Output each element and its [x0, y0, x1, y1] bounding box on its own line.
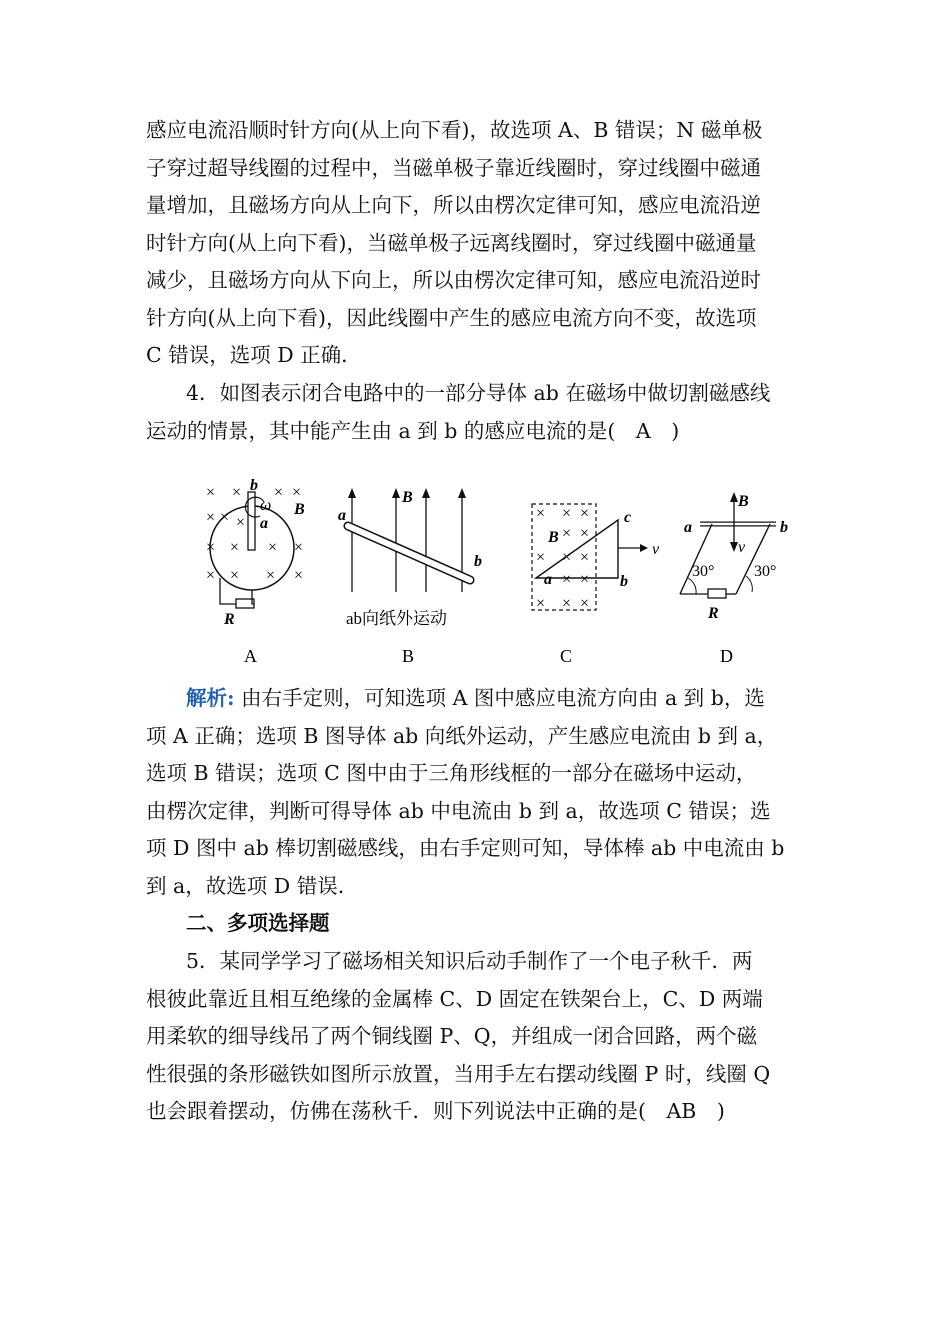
cross-mark: × — [580, 525, 590, 542]
text-line: 针方向(从上向下看)，因此线圈中产生的感应电流方向不变，故选项 — [146, 305, 757, 330]
cross-mark: × — [580, 505, 590, 522]
angle-right: 30° — [754, 563, 777, 580]
question-text-line: 也会跟着摆动，仿佛在荡秋千．则下列说法中正确的是( AB ) — [146, 1099, 725, 1123]
question-text-line: 运动的情景，其中能产生由 a 到 b 的感应电流的是( A ) — [146, 418, 680, 443]
label-field-b: B — [738, 493, 749, 510]
label-r: R — [708, 605, 719, 622]
cross-mark: × — [562, 571, 572, 588]
cross-mark: × — [562, 549, 572, 566]
previous-explanation — [146, 112, 810, 375]
label-a: a — [544, 571, 552, 588]
text-line: 减少，且磁场方向从下向上，所以由楞次定律可知，感应电流沿逆时 — [146, 268, 761, 292]
section-title: 二、多项选择题 — [186, 911, 330, 935]
cross-mark: × — [266, 567, 276, 584]
cross-mark: × — [232, 484, 242, 501]
explanation-line: 到 a，故选项 D 错误． — [146, 873, 359, 898]
explanation-line: 选项 B 错误；选项 C 图中由于三角形线框的一部分在磁场中运动， — [146, 761, 757, 785]
cross-mark: × — [580, 549, 590, 566]
cross-mark: × — [206, 539, 216, 556]
explanation-label: 解析: — [186, 686, 235, 710]
figure-label: B — [402, 646, 415, 666]
explanation-line: 由楞次定律，判断可得导体 ab 中电流由 b 到 a，故选项 C 错误；选 — [146, 798, 771, 823]
label-r: R — [224, 611, 235, 628]
label-b: b — [780, 519, 788, 536]
cross-mark: × — [220, 509, 230, 526]
label-v: v — [738, 539, 746, 556]
question-5 — [146, 943, 810, 1131]
explanation-line: 项 A 正确；选项 B 图导体 ab 向纸外运动，产生感应电流由 b 到 a， — [146, 723, 778, 748]
section-heading — [146, 905, 810, 943]
cross-mark: × — [268, 539, 278, 556]
cross-mark: × — [294, 539, 304, 556]
figure-a — [206, 477, 305, 666]
text-line: C 错误，选项 D 正确． — [146, 343, 362, 367]
cross-mark: × — [562, 595, 572, 612]
label-b: b — [620, 573, 628, 590]
text-line: 量增加，且磁场方向从上向下，所以由楞次定律可知，感应电流沿逆 — [146, 193, 761, 217]
angle-left: 30° — [692, 563, 715, 580]
cross-mark: × — [562, 505, 572, 522]
label-a: a — [338, 507, 346, 524]
label-a: a — [260, 515, 268, 532]
explanation-first-line: 解析: 由右手定则，可知选项 A 图中感应电流方向由 a 到 b，选 — [186, 686, 765, 710]
cross-mark: × — [206, 567, 216, 584]
explanation — [146, 680, 810, 905]
label-field-b: B — [294, 501, 305, 518]
label-b: b — [250, 477, 258, 494]
label-omega: ω — [260, 497, 272, 514]
cross-mark: × — [536, 595, 546, 612]
text-line: 子穿过超导线圈的过程中，当磁单极子靠近线圈时，穿过线圈中磁通 — [146, 155, 761, 180]
cross-mark: × — [562, 525, 572, 542]
rotating-rod — [248, 492, 255, 550]
figure-label: D — [720, 646, 733, 666]
cross-mark: × — [274, 484, 284, 501]
question-text-line: 性很强的条形磁铁如图所示放置，当用手左右摆动线圈 P 时，线圈 Q — [146, 1061, 771, 1086]
label-b: b — [474, 553, 482, 570]
question-4 — [146, 375, 810, 450]
figure-d — [680, 492, 788, 666]
text-line: 感应电流沿顺时针方向(从上向下看)，故选项 A、B 错误；N 磁单极 — [146, 118, 763, 142]
cross-mark: × — [294, 567, 304, 584]
figure-b — [338, 488, 482, 666]
figure-caption: ab向纸外运动 — [346, 609, 448, 628]
figure-label: A — [244, 646, 257, 666]
question-4-figures — [180, 472, 790, 682]
figure-label: C — [560, 646, 573, 666]
label-field-b: B — [548, 529, 559, 546]
cross-mark: × — [580, 571, 590, 588]
figure-c — [532, 504, 660, 666]
resistor-d — [708, 589, 726, 598]
label-v: v — [652, 541, 660, 558]
question-text-line: 4．如图表示闭合电路中的一部分导体 ab 在磁场中做切割磁感线 — [186, 381, 771, 405]
label-c: c — [624, 509, 632, 526]
question-text-line: 5．某同学学习了磁场相关知识后动手制作了一个电子秋千．两 — [186, 949, 753, 973]
cross-mark: × — [292, 484, 302, 501]
cross-mark: × — [536, 549, 546, 566]
cross-mark: × — [536, 505, 546, 522]
field-lines — [352, 494, 462, 592]
question-text-line: 用柔软的细导线吊了两个铜线圈 P、Q，并组成一闭合回路，两个磁 — [146, 1024, 758, 1048]
cross-mark: × — [230, 567, 240, 584]
rail-right — [736, 524, 770, 594]
cross-mark: × — [236, 514, 246, 531]
label-field-b: B — [402, 489, 413, 506]
cross-mark: × — [206, 484, 216, 501]
question-text-line: 根彼此靠近且相互绝缘的金属棒 C、D 固定在铁架台上，C、D 两端 — [146, 986, 763, 1011]
resistor-a — [236, 599, 254, 608]
cross-mark: × — [230, 539, 240, 556]
explanation-line: 项 D 图中 ab 棒切割磁感线，由右手定则可知，导体棒 ab 中电流由 b — [146, 836, 785, 860]
label-a: a — [684, 519, 692, 536]
text-line: 时针方向(从上向下看)，当磁单极子远离线圈时，穿过线圈中磁通量 — [146, 230, 757, 255]
cross-mark: × — [580, 595, 590, 612]
cross-mark: × — [206, 509, 216, 526]
